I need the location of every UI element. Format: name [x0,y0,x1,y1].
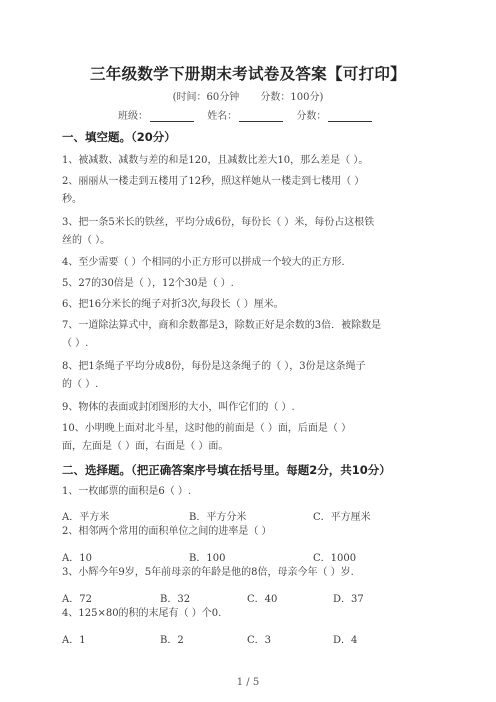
name-label: 姓名： [207,111,238,122]
section-multiple-choice-heading: 二、选择题。（把正确答案序号填在括号里。每题2分，共10分） [62,463,391,477]
question-line: 2、丽丽从一楼走到五楼用了12秒，照这样她从一楼走到七楼用（ ） [62,176,365,187]
option-c[interactable]: C．3 [247,635,272,646]
class-label: 班级： [118,111,148,122]
question-line: 4、至少需要（ ）个相同的小正方形可以拼成一个较大的正方形. [62,257,345,268]
option-b[interactable]: B．平方分米 [189,512,247,523]
choice-question: 1、一枚邮票的面积是6（ ）. [62,486,192,497]
option-b[interactable]: B．100 [189,553,226,564]
question-line: 7、一道除法算式中，商和余数都是3，除数正好是余数的3倍．被除数是 [62,320,382,331]
exam-meta [0,88,496,103]
name-blank[interactable] [239,111,283,122]
option-b[interactable]: B．32 [160,594,191,605]
question-line: 的（ ）. [62,379,99,390]
class-blank[interactable] [150,111,194,122]
page-number: 1 / 5 [236,677,260,688]
choice-question: 3、小辉今年9岁，5年前母亲的年龄是他的8倍，母亲今年（ ）岁. [62,567,354,578]
question-line: 秒。 [62,194,82,205]
score-label: 分数： [296,111,327,122]
score-blank[interactable] [328,111,372,122]
question-line: （ ）. [62,338,89,349]
question-line: 8、把1条绳子平均分成8份，每份是这条绳子的（ ），3份是这条绳子 [62,361,366,372]
question-line: 5、27的30倍是（ ），12个30是（ ）. [62,278,234,289]
option-c[interactable]: C．1000 [313,553,357,564]
question-line: 6、把16分米长的绳子对折3次,每段长（ ）厘米。 [62,299,284,310]
total-score: 分数：100分) [260,92,324,103]
exam-title: 三年级数学下册期末考试卷及答案【可打印】 [89,65,406,83]
class-field [118,107,194,122]
choice-question: 2、相邻两个常用的面积单位之间的进率是（ ） [62,526,272,537]
question-line: 1、被减数、减数与差的和是120，且减数比差大10，那么差是（ ）。 [62,155,369,166]
option-c[interactable]: C．平方厘米 [313,512,371,523]
student-info-fields [118,107,382,122]
question-line: 10、小明晚上面对北斗星，这时他的前面是（ ）面，后面是（ ） [62,423,352,434]
time-limit: (时间：60分钟 [172,92,240,103]
option-d[interactable]: D．37 [333,594,364,605]
question-line: 9、物体的表面或封闭图形的大小，叫作它们的（ ）. [62,402,295,413]
name-field [207,107,283,122]
option-a[interactable]: A．平方米 [62,512,110,523]
question-line: 3、把一条5米长的铁丝，平均分成6份，每份长（ ）米，每份占这根铁 [62,217,375,228]
choice-question: 4、125×80的积的末尾有（ ）个0. [62,608,222,619]
question-line: 丝的（ ）。 [62,235,111,246]
option-b[interactable]: B．2 [160,635,184,646]
option-d[interactable]: D．4 [333,635,358,646]
section-fill-blank-heading: 一、填空题。（20分） [62,130,176,144]
score-field [296,107,372,122]
option-c[interactable]: C．40 [247,594,278,605]
question-line: 面，左面是（ ）面，右面是（ ）面。 [62,441,229,452]
option-a[interactable]: A．1 [62,635,86,646]
option-a[interactable]: A．10 [62,553,92,564]
option-a[interactable]: A．72 [62,594,92,605]
